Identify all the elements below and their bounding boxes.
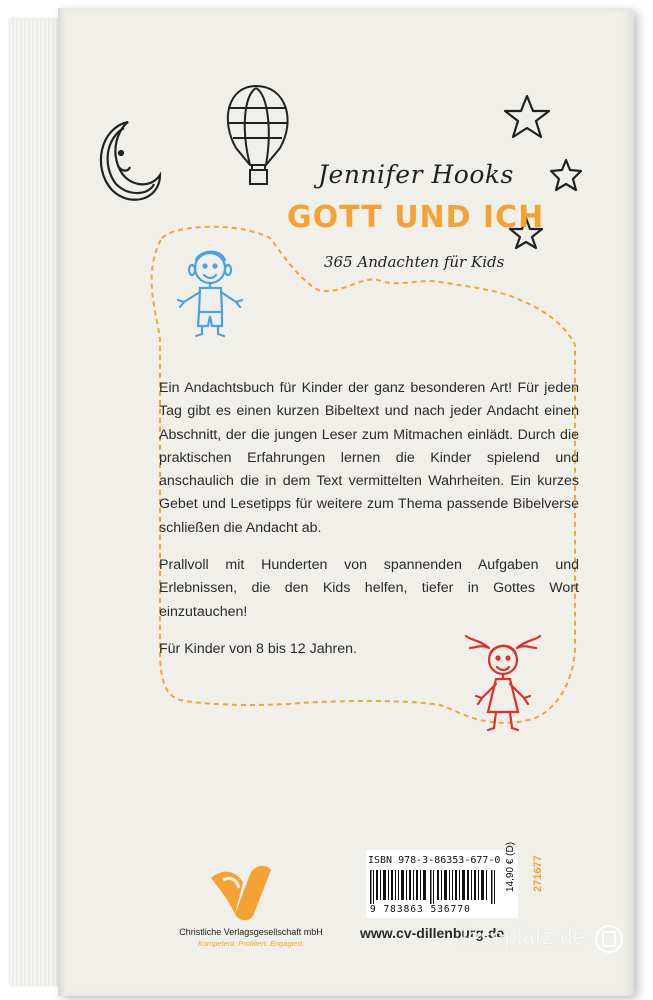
- blurb-paragraph-3: Für Kinder von 8 bis 12 Jahren.: [159, 640, 357, 657]
- publisher-website: www.cv-dillenburg.de: [360, 925, 505, 941]
- blurb-paragraph-2: Prallvoll mit Hunderten von spannenden Aufgaben und Erlebnissen, die den Kids helfen, tiefer in Gottes Wort einzutauchen!: [159, 557, 579, 620]
- publisher-name: Christliche Verlagsgesellschaft mbH: [179, 927, 323, 937]
- publisher-tagline: Kompetent. Profiliert. Engagiert.: [197, 939, 305, 948]
- blurb-paragraph-1: Ein Andachtsbuch für Kinder der ganz besonderen Art! Für jeden Tag gibt es einen kurzen Bibeltext und nach jeder Andacht einen Abschnitt, der die jungen Leser zum Mitmachen einlädt. Durch die praktischen Erfahrungen lernen die Kinder spielend und anschaulich die in dem Text vermittelten Wahrheiten. Ein kurzes Gebet und Lesetipps für weitere zum Thema passende Bibelverse schließen die Andacht ab.: [159, 380, 579, 536]
- price: 14,90 € (D): [505, 841, 516, 892]
- barcode-number: 9 783863 536770: [370, 904, 471, 915]
- watermark-text: leseplatz.de: [462, 924, 586, 949]
- blurb: [159, 377, 579, 675]
- book-watermark-icon: [594, 924, 624, 954]
- hot-air-balloon-icon: [228, 86, 288, 184]
- moon-icon: [101, 122, 160, 200]
- book-subtitle: 365 Andachten für Kids: [324, 253, 505, 271]
- star-icon: [551, 160, 581, 190]
- isbn-text: ISBN 978-3-86353-677-0: [368, 855, 501, 866]
- author-name: Jennifer Hooks: [318, 160, 514, 189]
- product-code: 271677: [532, 855, 544, 892]
- barcode-icon: [370, 870, 502, 904]
- star-icon: [505, 96, 549, 137]
- book-title: GOTT UND ICH: [287, 200, 545, 235]
- boy-drawing: [178, 252, 242, 336]
- publisher-logo-icon: [205, 858, 275, 924]
